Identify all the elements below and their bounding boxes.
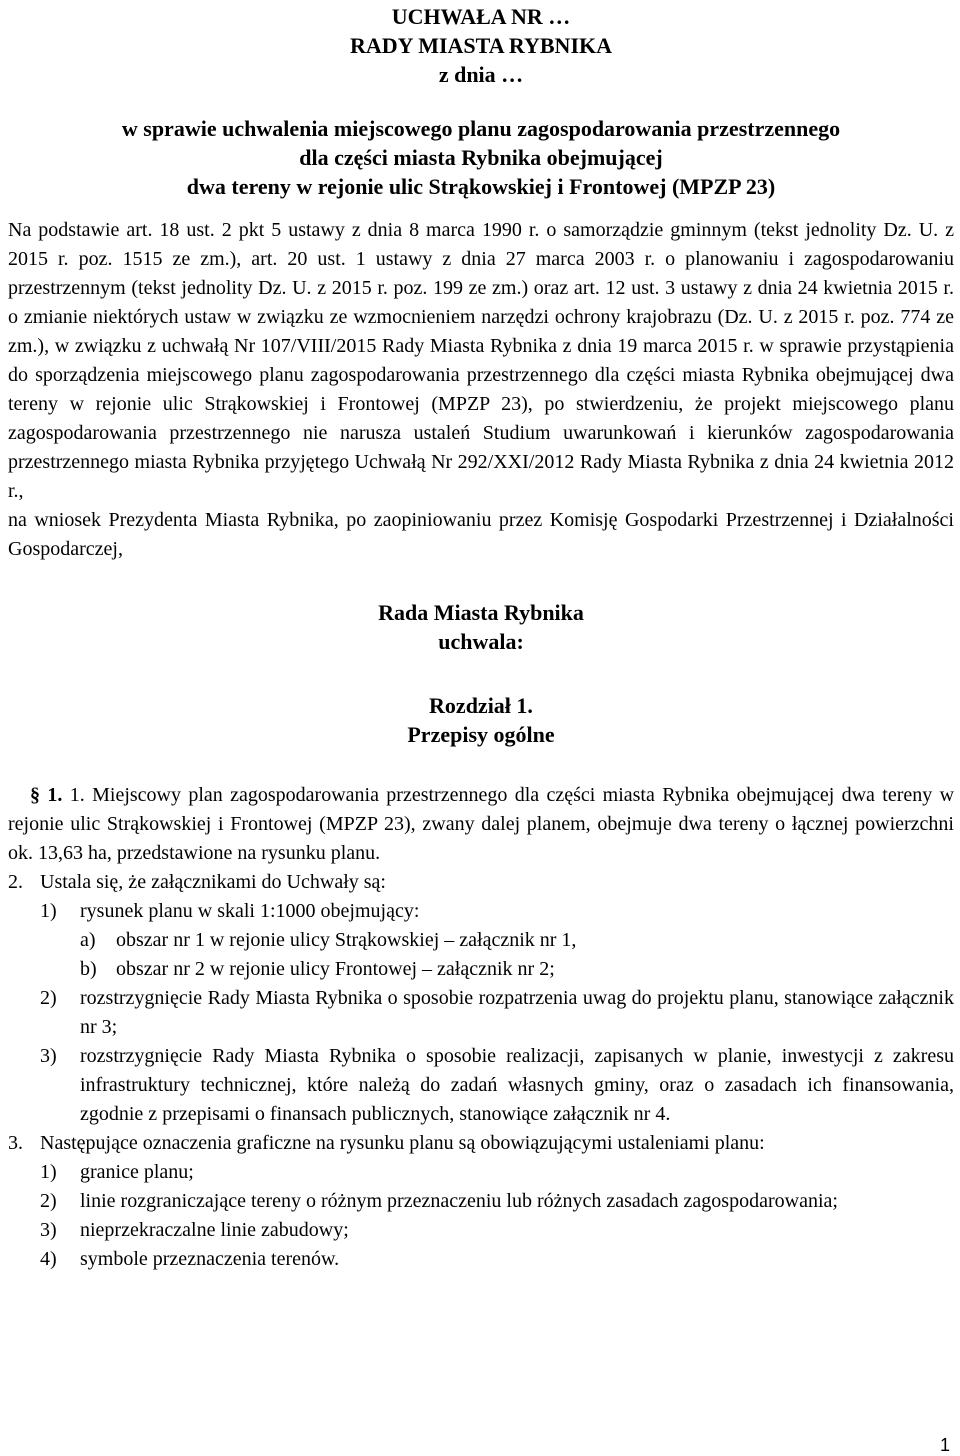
section-1-paragraph-1 xyxy=(8,781,954,868)
list-sub-item: b) obszar nr 2 w rejonie ulicy Frontowej – załącznik nr 2; xyxy=(80,958,555,980)
chapter-number: Rozdział 1. xyxy=(429,693,533,718)
paragraph-text: Następujące oznaczenia graficzne na rysunku planu są obowiązującymi ustaleniami planu: xyxy=(40,1132,765,1154)
legal-basis-paragraph: Na podstawie art. 18 ust. 2 pkt 5 ustawy z dnia 8 marca 1990 r. o samorządzie gminnym (tekst jednolity Dz. U. z 2015 r. poz. 1515 ze zm.), art. 20 ust. 1 ustawy z dnia 27 marca 2003 r. o planowaniu i zagospodarowaniu przestrzennym (tekst jednolity Dz. U. z 2015 r. poz. 199 ze zm.) oraz art. 12 ust. 3 ustawy z dnia 24 kwietnia 2015 r. o zmianie niektórych ustaw w związku ze wzmocnieniem narzędzi ochrony krajobrazu (Dz. U. z 2015 r. poz. 774 ze zm.), w związku z uchwałą Nr 107/VIII/2015 Rady Miasta Rybnika z dnia 19 marca 2015 r. w sprawie przystąpienia do sporządzenia miejscowego planu zagospodarowania przestrzennego dla części miasta Rybnika obejmującej dwa tereny w rejonie ulic Strąkowskiej i Frontowej (MPZP 23), po stwierdzeniu, że projekt miejscowego planu zagospodarowania przestrzennego nie narusza ustaleń Studium uwarunkowań i kierunków zagospodarowania przestrzennego miasta Rybnika przyjętego Uchwałą Nr 292/XXI/2012 Rady Miasta Rybnika z dnia 24 kwietnia 2012 r., xyxy=(8,219,954,502)
paragraph-text: Ustala się, że załącznikami do Uchwały są: xyxy=(40,871,386,893)
issuing-body: RADY MIASTA RYBNIKA xyxy=(349,33,613,58)
document-page xyxy=(8,0,954,1274)
resolves-verb: uchwala: xyxy=(438,629,524,654)
paragraph-number: 2. xyxy=(8,871,23,893)
section-mark: § 1. xyxy=(30,784,63,806)
list-item: 4) symbole przeznaczenia terenów. xyxy=(40,1248,340,1270)
section-1-paragraph-3 xyxy=(8,1129,954,1158)
resolution-date: z dnia … xyxy=(438,62,524,87)
list-item: 3) nieprzekraczalne linie zabudowy; xyxy=(40,1219,349,1241)
list-item: 1) granice planu; xyxy=(40,1161,194,1183)
paragraph-text: Miejscowy plan zagospodarowania przestrzennego dla części miasta Rybnika obejmującej dwa tereny w rejonie ulic Strąkowskiej i Frontowej (MPZP 23), zwany dalej planem, obejmuje dwa tereny o łącznej powierzchni ok. 13,63 ha, przedstawione na rysunku planu. xyxy=(8,784,955,864)
resolution-number: UCHWAŁA NR … xyxy=(391,4,571,29)
paragraph-number: 3. xyxy=(8,1132,23,1154)
paragraph-number: 1. xyxy=(69,784,85,806)
list-item: 1) rysunek planu w skali 1:1000 obejmujący: xyxy=(40,900,420,922)
subject-line-1: w sprawie uchwalenia miejscowego planu zagospodarowania przestrzennego xyxy=(121,116,841,141)
list-item: 3) rozstrzygnięcie Rady Miasta Rybnika o sposobie realizacji, zapisanych w planie, inwestycji z zakresu infrastruktury technicznej, które należą do zadań własnych gminy, oraz o zasadach ich finansowania, zgodnie z przepisami o finansach publicznych, stanowiące załącznik nr 4. xyxy=(40,1045,954,1125)
list-item: 2) linie rozgraniczające tereny o różnym przeznaczeniu lub różnych zasadach zagospodarowania; xyxy=(40,1190,838,1212)
list-item: 2) rozstrzygnięcie Rady Miasta Rybnika o sposobie rozpatrzenia uwag do projektu planu, stanowiące załącznik nr 3; xyxy=(40,987,954,1038)
list-sub-item: a) obszar nr 1 w rejonie ulicy Strąkowskiej – załącznik nr 1, xyxy=(80,929,577,951)
subject-line-2: dla części miasta Rybnika obejmującej xyxy=(299,145,663,170)
section-1-paragraph-2 xyxy=(8,868,954,897)
chapter-title: Przepisy ogólne xyxy=(407,722,555,747)
motion-paragraph: na wniosek Prezydenta Miasta Rybnika, po zaopiniowaniu przez Komisję Gospodarki Przestrzennej i Działalności Gospodarczej, xyxy=(8,509,954,560)
council-name: Rada Miasta Rybnika xyxy=(378,600,584,625)
page-number: 1 xyxy=(939,1435,950,1455)
subject-line-3: dwa tereny w rejonie ulic Strąkowskiej i Frontowej (MPZP 23) xyxy=(186,174,776,199)
